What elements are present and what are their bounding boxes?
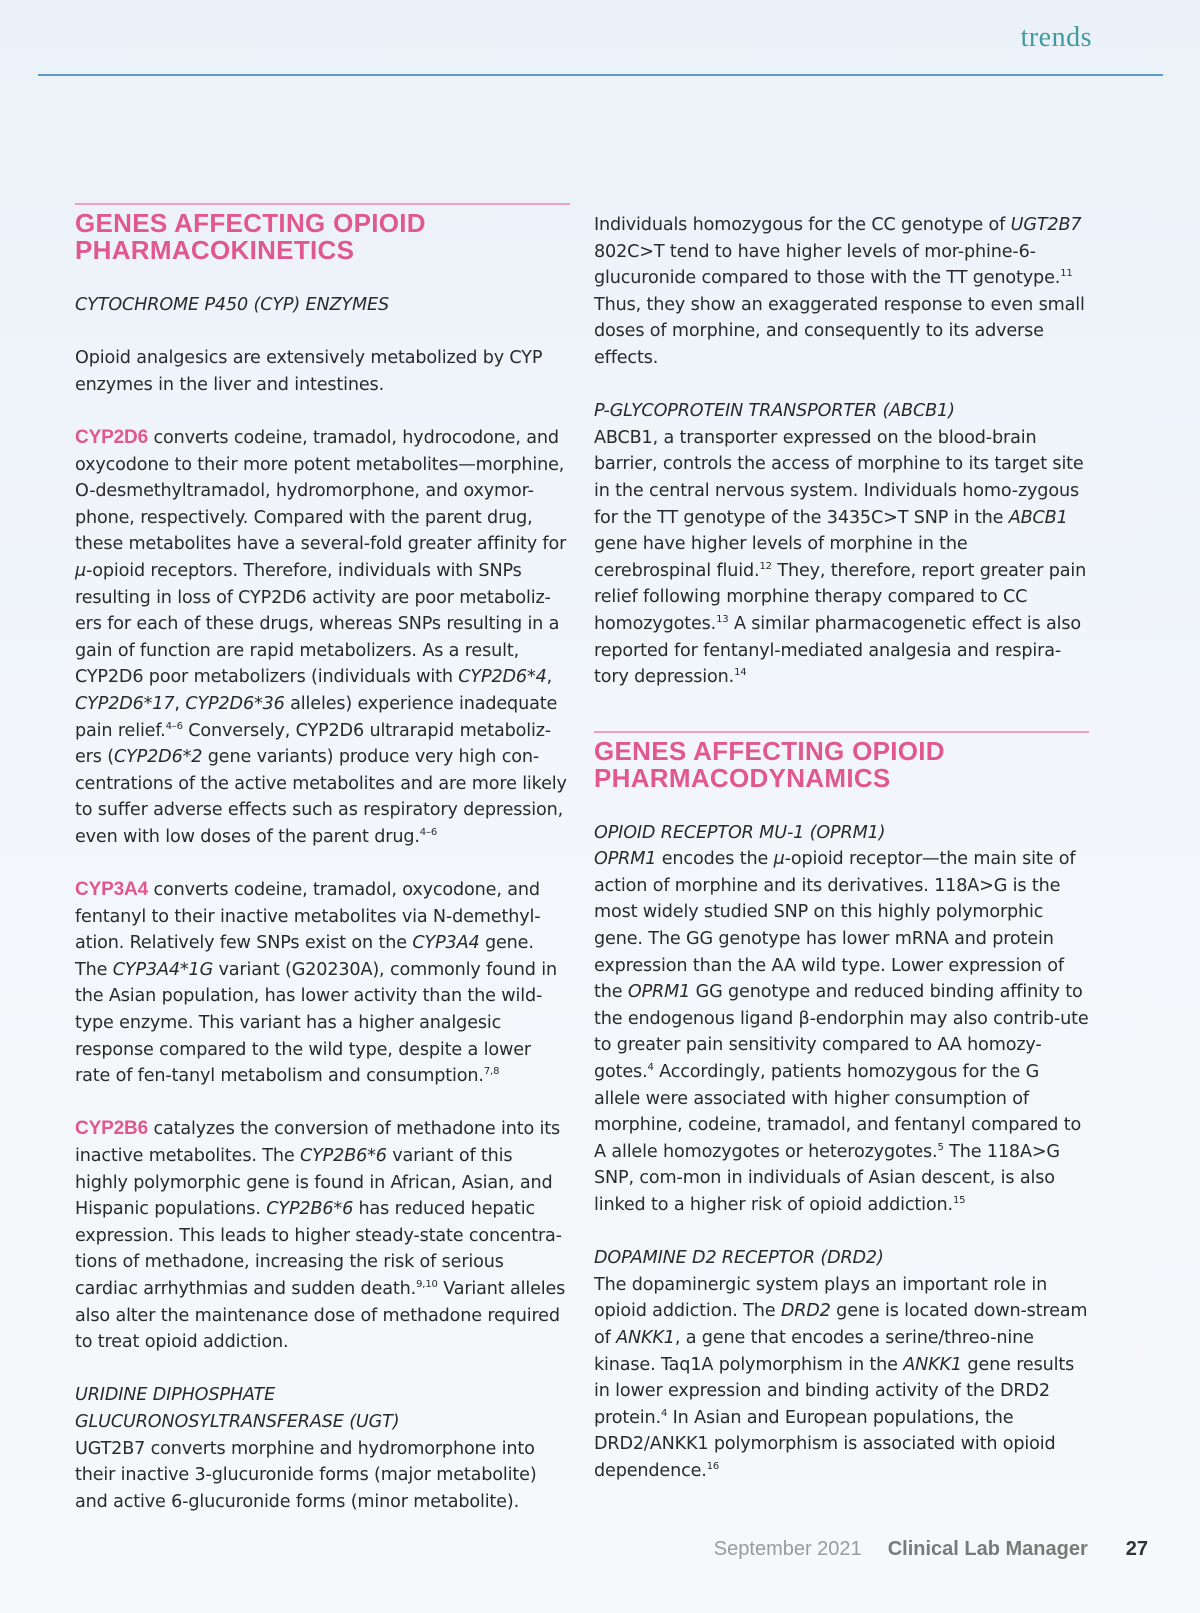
section-label: trends: [1020, 22, 1092, 53]
page-number: 27: [1125, 1538, 1148, 1560]
pgp-heading: P-GLYCOPROTEIN TRANSPORTER (ABCB1): [594, 401, 955, 422]
cyp2b6-keyword: CYP2B6: [75, 1118, 149, 1140]
pgp-paragraph: ABCB1, a transporter expressed on the blood-brain barrier, controls the access of morphine to its target site in the central nervous system. Individuals homo-zygous for the TT genotype of the 3435C>T SNP in the ABCB1 gene have higher levels of morphine in the cerebrospinal fluid.$^{12}$ They, therefore, report greater pain relief following morphine therapy compared to CC homozygotes.$^{13}$ A similar pharmacogenetic effect is also reported for fentanyl-mediated analgesia and respira-tory depression.$^{14}$: [594, 427, 1087, 688]
reference-superscript: 15: [952, 1195, 966, 1207]
reference-superscript: 4–6: [165, 720, 183, 732]
section-rule: [594, 731, 1089, 733]
reference-superscript: 9,10: [416, 1279, 438, 1291]
reference-superscript: 7,8: [483, 1066, 500, 1078]
reference-superscript: 14: [734, 667, 747, 679]
ugt-heading: URIDINE DIPHOSPHATE GLUCURONOSYLTRANSFERASE (UGT): [75, 1385, 400, 1432]
reference-superscript: 11: [1060, 268, 1073, 280]
page-footer: [714, 1538, 1148, 1561]
reference-superscript: 12: [759, 560, 772, 572]
cyp-intro-paragraph: Opioid analgesics are extensively metabolized by CYP enzymes in the liver and intestines.: [75, 348, 543, 395]
cyp2d6-paragraph: CYP2D6 converts codeine, tramadol, hydrocodone, and oxycodone to their more potent metabolites—morphine, O-desmethyltramadol, hydromorphone, and oxymor-phone, respectively. Compared with the parent drug, these metabolites have a several-fold greater affinity for μ-opioid receptors. Therefore, individuals with SNPs resulting in loss of CYP2D6 activity are poor metaboliz-ers for each of these drugs, whereas SNPs resulting in a gain of function are rapid metabolizers. As a result, CYP2D6 poor metabolizers (individuals with CYP2D6*4, CYP2D6*17, CYP2D6*36 alleles) experience inadequate pain relief.$^{4-6}$ Conversely, CYP2D6 ultrarapid metaboliz-ers (CYP2D6*2 gene variants) produce very high con-centrations of the active metabolites and are more likely to suffer adverse effects such as respiratory depression, even with low doses of the parent drug.$^{4-6}$: [75, 426, 567, 847]
reference-superscript: 4–6: [419, 827, 438, 839]
oprm1-heading: OPIOID RECEPTOR MU-1 (OPRM1): [594, 822, 886, 843]
cyp2b6-paragraph: CYP2B6 catalyzes the conversion of methadone into its inactive metabolites. The CYP2B6*6 variant of this highly polymorphic gene is found in African, Asian, and Hispanic populations. CYP2B6*6 has reduced hepatic expression. This leads to higher steady-state concentra-tions of methadone, increasing the risk of serious cardiac arrhythmias and sudden death.$^{9,10}$ Variant alleles also alter the maintenance dose of methadone required to treat opioid addiction.: [75, 1118, 566, 1353]
header-rule: [38, 74, 1163, 76]
ugt-continued-paragraph: Individuals homozygous for the CC genotype of UGT2B7 802C>T tend to have higher levels of mor-phine-6-glucuronide compared to those with the TT genotype.$^{11}$ Thus, they show an exaggerated response to even small doses of morphine, and consequently to its adverse effects.: [594, 215, 1085, 368]
oprm1-paragraph: OPRM1 encodes the μ-opioid receptor—the main site of action of morphine and its derivatives. 118A>G is the most widely studied SNP on this highly polymorphic gene. The GG genotype has lower mRNA and protein expression than the AA wild type. Lower expression of the OPRM1 GG genotype and reduced binding affinity to the endogenous ligand β-endorphin may also contrib-ute to greater pain sensitivity compared to AA homozy-gotes.$^4$ Accordingly, patients homozygous for the G allele were associated with higher consumption of morphine, codeine, tramadol, and fentanyl compared to A allele homozygotes or heterozygotes.$^5$ The 118A>G SNP, com-mon in individuals of Asian descent, is also linked to a higher risk of opioid addiction.$^{15}$: [594, 849, 1089, 1215]
section-rule: [75, 203, 570, 205]
issue-date: September 2021: [713, 1538, 862, 1560]
magazine-name: Clinical Lab Manager: [887, 1538, 1088, 1560]
reference-superscript: 4: [660, 1407, 668, 1419]
reference-superscript: 5: [937, 1141, 944, 1153]
ugt-paragraph: UGT2B7 converts morphine and hydromorphone into their inactive 3-glucuronide forms (major metabolite) and active 6-glucuronide forms (minor metabolite).: [75, 1438, 537, 1512]
reference-superscript: 13: [716, 614, 729, 626]
left-column: [75, 203, 570, 1515]
drd2-heading: DOPAMINE D2 RECEPTOR (DRD2): [594, 1248, 884, 1269]
cyp3a4-keyword: CYP3A4: [75, 879, 149, 901]
cyp2d6-keyword: CYP2D6: [75, 426, 149, 448]
section-title-pharmacokinetics: GENES AFFECTING OPIOID PHARMACOKINETICS: [75, 208, 426, 265]
reference-superscript: 16: [706, 1461, 720, 1473]
cyp3a4-paragraph: CYP3A4 converts codeine, tramadol, oxycodone, and fentanyl to their inactive metabolites via N-demethyl-ation. Relatively few SNPs exist on the CYP3A4 gene. The CYP3A4*1G variant (G20230A), commonly found in the Asian population, has lower activity than the wild-type enzyme. This variant has a higher analgesic response compared to the wild type, despite a lower rate of fen-tanyl metabolism and consumption.$^{7,8}$: [75, 879, 557, 1087]
reference-superscript: 4: [647, 1062, 654, 1074]
drd2-paragraph: The dopaminergic system plays an important role in opioid addiction. The DRD2 gene is located down-stream of ANKK1, a gene that encodes a serine/threo-nine kinase. Taq1A polymorphism in the ANKK1 gene results in lower expression and binding activity of the DRD2 protein.$^4$ In Asian and European populations, the DRD2/ANKK1 polymorphism is associated with opioid dependence.$^{16}$: [594, 1274, 1088, 1481]
right-column: [594, 212, 1089, 1485]
section-title-pharmacodynamics: GENES AFFECTING OPIOID PHARMACODYNAMICS: [594, 735, 945, 793]
cyp-heading: CYTOCHROME P450 (CYP) ENZYMES: [75, 295, 390, 315]
